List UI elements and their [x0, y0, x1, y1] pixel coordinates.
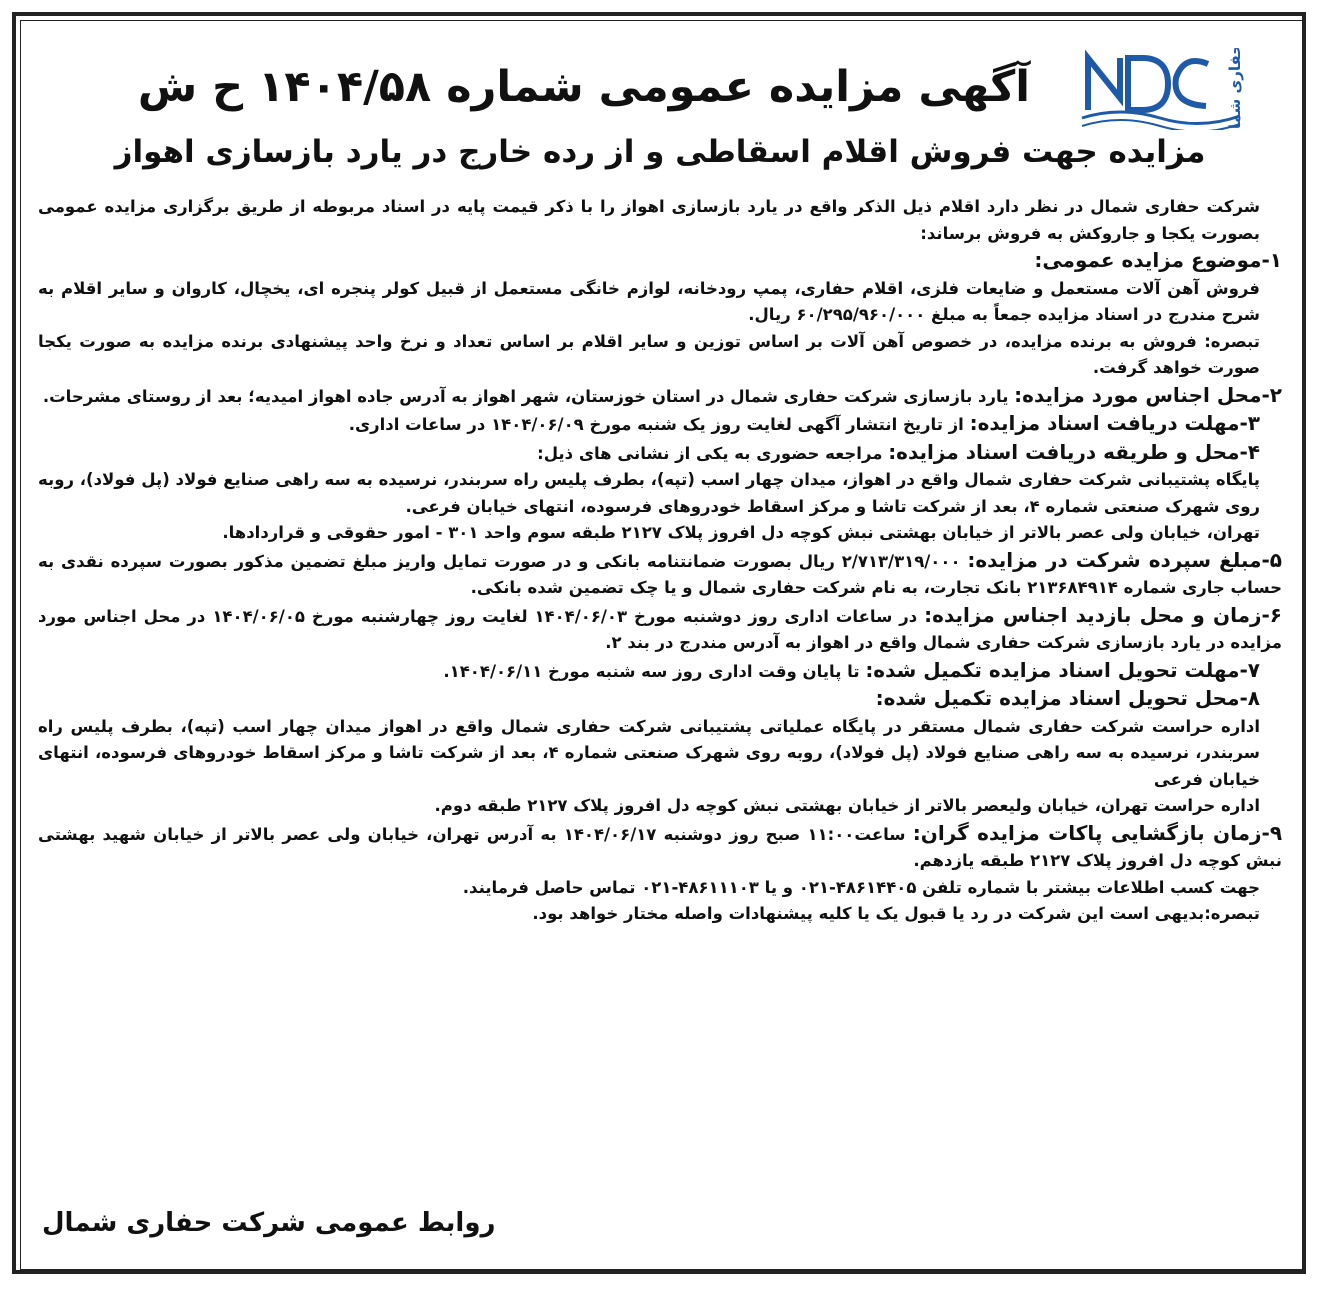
section-5-body: ۲/۷۱۳/۳۱۹/۰۰۰ ریال بصورت ضمانتنامه بانکی و در صورت تمایل واریز مبلغ تضمین مذکور بصورت سپرده نقدی به حساب جاری شماره ۲۱۳۶۸۴۹۱۴ بانک تجارت، به نام شرکت حفاری شمال و یا چک تضمین شده بانکی.: [38, 551, 1282, 597]
section-9-body: ساعت۱۱:۰۰ صبح روز دوشنبه ۱۴۰۴/۰۶/۱۷ به آدرس تهران، خیابان ولی عصر بالاتر از خیابان شهید بهشتی نبش کوچه دل افروز پلاک ۲۱۲۷ طبقه یازدهم.: [38, 824, 1282, 870]
section-2-heading: ۲-محل اجناس مورد مزایده:: [1014, 382, 1282, 407]
section-6-heading: ۶-زمان و محل بازدید اجناس مزایده:: [924, 602, 1283, 627]
section-9: [38, 820, 1282, 875]
intro-paragraph: شرکت حفاری شمال در نظر دارد اقلام ذیل الذکر واقع در یارد بازسازی اهواز را با ذکر قیمت پایه در اسناد مربوطه از طریق برگزاری مزایده عمومی بصورت یکجا و جاروکش به فروش برساند:: [38, 197, 1260, 243]
section-4-address-ahvaz: پایگاه پشتیبانی شرکت حفاری شمال واقع در اهواز، میدان چهار اسب (تپه)، بطرف پلیس راه سربندر، نرسیده به سه راهی صنایع فولاد (پل فولاد)، روبه روی شهرک صنعتی شماره ۴، بعد از شرکت تاشا و مرکز اسقاط خودروهای فرسوده، انتهای خیابان فرعی.: [38, 470, 1260, 516]
section-4-body: مراجعه حضوری به یکی از نشانی های ذیل:: [537, 443, 883, 463]
section-6-body: در ساعات اداری روز دوشنبه مورخ ۱۴۰۴/۰۶/۰۳ لغایت روز چهارشنبه مورخ ۱۴۰۴/۰۶/۰۵ در محل اجناس مورد مزایده در یارد بازسازی شرکت حفاری شمال واقع در اهواز به آدرس مندرج در بند ۲.: [38, 606, 1282, 652]
section-1-body: فروش آهن آلات مستعمل و ضایعات فلزی، اقلام حفاری، پمپ رودخانه، لوازم خانگی مستعمل از قبیل کولر پنجره ای، یخچال، کاروان و سایر اقلام به شرح مندرج در اسناد مزایده جمعاً به مبلغ ۶۰/۲۹۵/۹۶۰/۰۰۰ ریال.: [38, 278, 1260, 324]
contact-info: جهت کسب اطلاعات بیشتر با شماره تلفن ۴۸۶۱۴۴۰۵-۰۲۱ و یا ۴۸۶۱۱۱۰۳-۰۲۱ تماس حاصل فرمایند.: [462, 877, 1260, 897]
section-8-heading-row: [38, 685, 1282, 714]
notice-subtitle: مزایده جهت فروش اقلام اسقاطی و از رده خارج در یارد بازسازی اهواز: [114, 134, 1206, 170]
section-7: [38, 657, 1282, 686]
section-5: [38, 547, 1282, 602]
section-3-body: از تاریخ انتشار آگهی لغایت روز یک شنبه مورخ ۱۴۰۴/۰۶/۰۹ در ساعات اداری.: [348, 415, 964, 434]
section-9-heading: ۹-زمان بازگشایی پاکات مزایده گران:: [912, 820, 1283, 845]
signature: روابط عمومی شرکت حفاری شمال: [42, 1208, 496, 1238]
notice-title: آگهی مزایده عمومی شماره ۱۴۰۴/۵۸ ح ش: [137, 62, 1030, 112]
notice-body: [38, 194, 1282, 928]
section-3-heading: ۳-مهلت دریافت اسناد مزایده:: [969, 411, 1260, 435]
section-4: [38, 439, 1282, 468]
section-8-address-tehran: اداره حراست تهران، خیابان ولیعصر بالاتر از خیابان بهشتی نبش کوچه دل افروز پلاک ۲۱۲۷ طبقه دوم.: [434, 796, 1260, 815]
section-5-heading: ۵-مبلغ سپرده شرکت در مزایده:: [967, 547, 1282, 572]
section-4-address-tehran: تهران، خیابان ولی عصر بالاتر از خیابان بهشتی نبش کوچه دل افروز پلاک ۲۱۲۷ طبقه سوم واحد ۳۰۱ - امور حقوقی و قراردادها.: [222, 523, 1260, 542]
section-4-heading: ۴-محل و طریقه دریافت اسناد مزایده:: [888, 439, 1260, 464]
section-2: [38, 382, 1282, 411]
section-1-heading: ۱-موضوع مزایده عمومی:: [1034, 248, 1282, 272]
section-1-note: تبصره: فروش به برنده مزایده، در خصوص آهن آلات بر اساس توزین و سایر اقلام بر اساس تعداد و نرخ واحد پیشنهادی برنده مزایده به صورت یکجا صورت خواهد گرفت.: [38, 331, 1260, 377]
section-3: [38, 410, 1282, 439]
section-7-heading: ۷-مهلت تحویل اسناد مزایده تکمیل شده:: [865, 657, 1260, 682]
svg-text:حفاری شمال: حفاری شمال: [1226, 48, 1244, 130]
section-8-heading: ۸-محل تحویل اسناد مزایده تکمیل شده:: [875, 686, 1260, 710]
final-note: تبصره:بدیهی است این شرکت در رد یا قبول یک یا کلیه پیشنهادات واصله مختار خواهد بود.: [532, 904, 1260, 923]
section-8-address-ahvaz: اداره حراست شرکت حفاری شمال مستقر در پایگاه عملیاتی پشتیبانی شرکت حفاری شمال واقع در اهواز میدان چهار اسب (تپه)، بطرف پلیس راه سربندر، نرسیده به سه راهی صنایع فولاد (پل فولاد)، روبه روی شهرک صنعتی شماره ۴، بعد از شرکت تاشا و مرکز اسقاط خودروهای فرسوده، انتهای خیابان فرعی: [38, 716, 1260, 789]
section-6: [38, 602, 1282, 657]
company-logo: [1080, 48, 1265, 130]
logo-icon: [1080, 48, 1265, 130]
section-2-body: یارد بازسازی شرکت حفاری شمال در استان خوزستان، شهر اهواز به آدرس جاده اهواز امیدیه؛ بعد از روستای مشرحات.: [42, 386, 1009, 406]
section-7-body: تا پایان وقت اداری روز سه شنبه مورخ ۱۴۰۴/۰۶/۱۱.: [443, 661, 860, 681]
